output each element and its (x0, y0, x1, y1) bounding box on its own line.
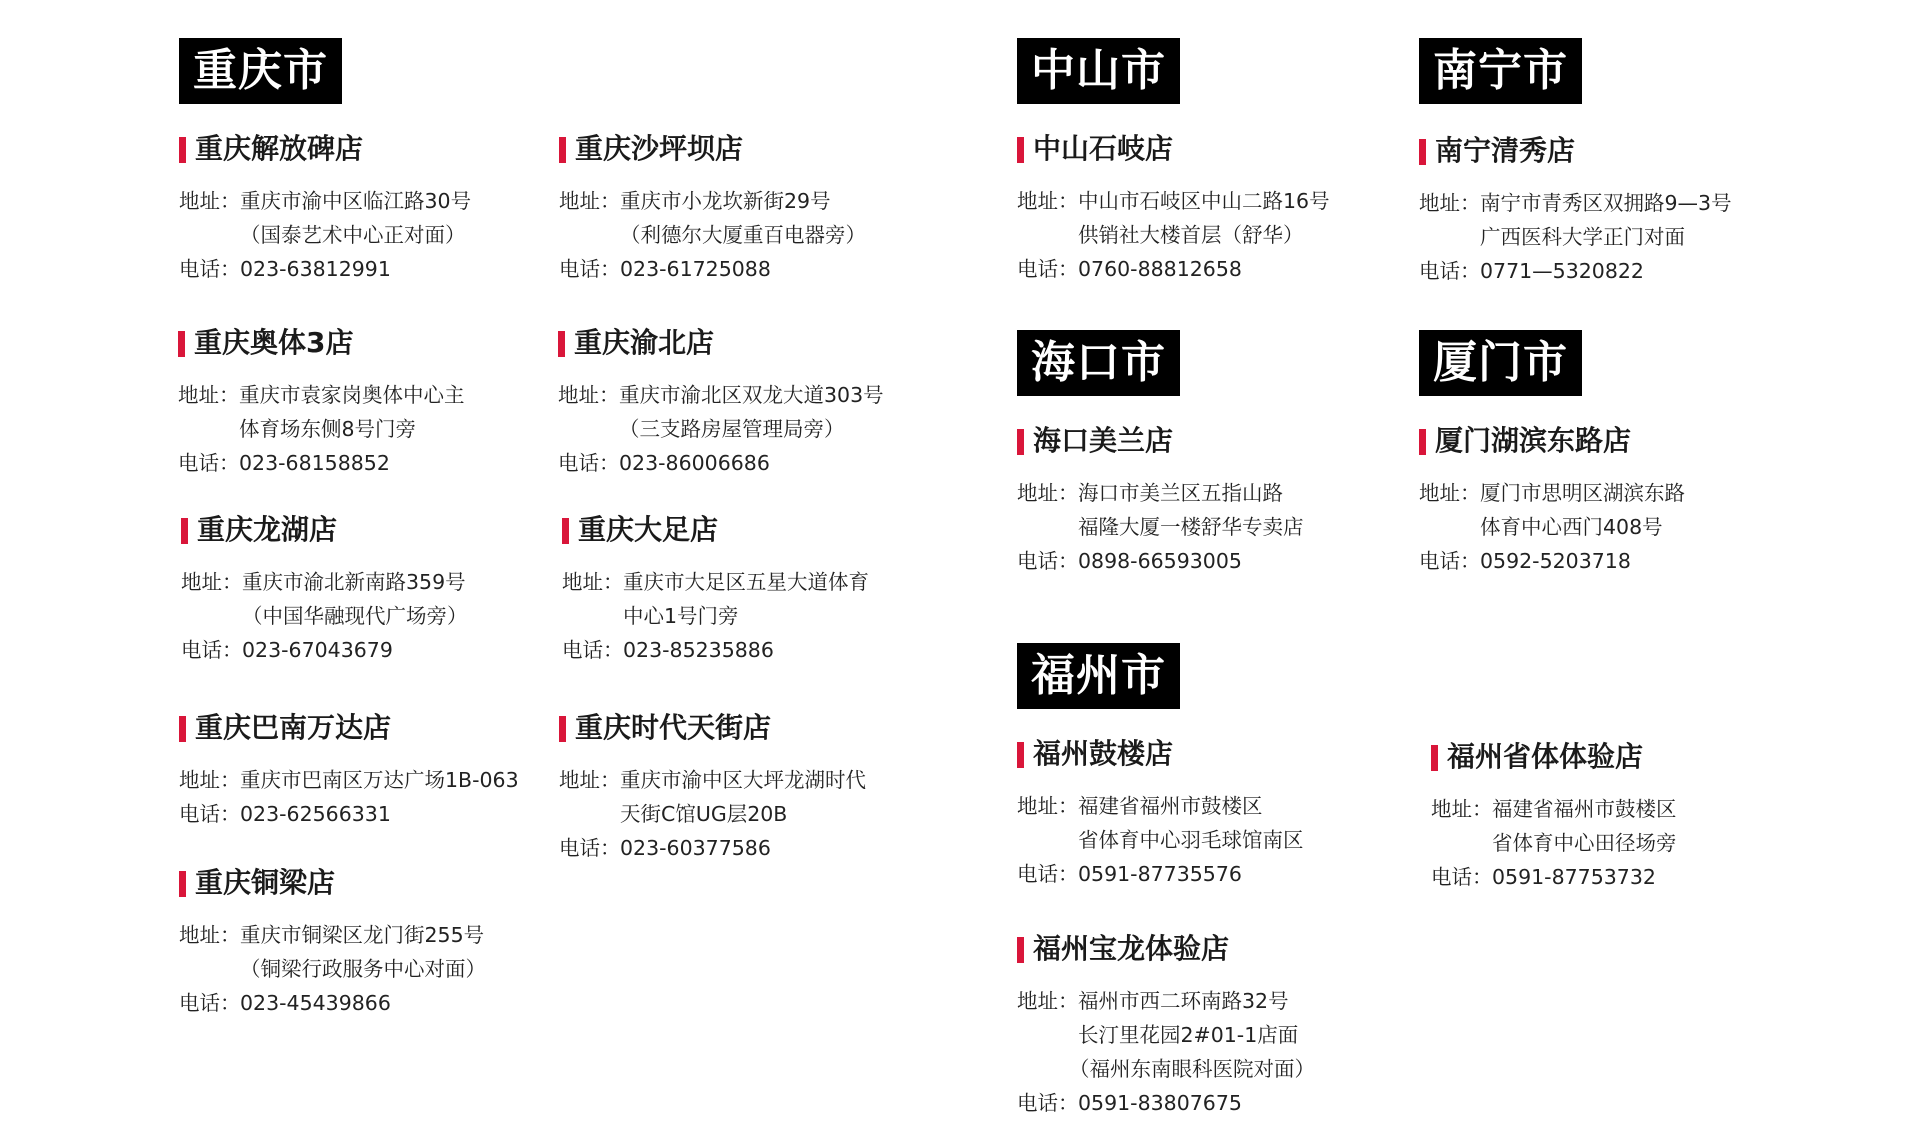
address-text: 重庆市巴南区万达广场1B-063 (240, 768, 519, 792)
address-line-continued: （福州东南眼科医院对面） (1069, 1057, 1315, 1081)
address-text: 重庆市渝中区临江路30号 (240, 189, 472, 213)
store-name: 重庆时代天街店 (559, 708, 939, 748)
store-info (1017, 789, 1397, 891)
phone-line (179, 252, 559, 286)
store-info (179, 184, 559, 286)
store-name: 厦门湖滨东路店 (1419, 421, 1799, 461)
phone-label: 电话： (1431, 865, 1493, 889)
store-info (1017, 984, 1397, 1120)
address-text: 福州市西二环南路32号 (1078, 989, 1289, 1013)
address-line-continued: 福隆大厦一楼舒华专卖店 (1078, 515, 1304, 539)
address-line (1017, 789, 1397, 823)
phone-label: 电话： (559, 257, 621, 281)
phone-label: 电话： (1017, 862, 1079, 886)
address-text: 重庆市渝中区大坪龙湖时代 (620, 768, 866, 792)
address-label: 地址： (562, 570, 624, 594)
store-cq-longhu (181, 510, 561, 667)
address-line-continued: （三支路房屋管理局旁） (619, 417, 845, 441)
address-text: 南宁市青秀区双拥路9—3号 (1480, 191, 1732, 215)
address-line-continued: （铜梁行政服务中心对面） (240, 957, 486, 981)
store-name: 福州宝龙体验店 (1017, 929, 1397, 969)
address-line (1017, 184, 1397, 218)
store-info (179, 763, 559, 831)
address-label: 地址： (1419, 481, 1481, 505)
address-line-continued: （国泰艺术中心正对面） (240, 223, 466, 247)
store-name: 福州鼓楼店 (1017, 734, 1397, 774)
address-line-continued: 省体育中心田径场旁 (1492, 831, 1677, 855)
phone-line (1017, 1086, 1397, 1120)
address-line (179, 184, 559, 218)
address-label: 地址： (179, 923, 241, 947)
phone-line (562, 633, 942, 667)
address-label: 地址： (559, 189, 621, 213)
store-name: 重庆解放碑店 (179, 129, 559, 169)
address-label: 地址： (1017, 189, 1079, 213)
address-line (179, 763, 559, 797)
city-header-zhongshan: 中山市 (1017, 38, 1180, 104)
phone-label: 电话： (1017, 257, 1079, 281)
address-line-continued: 体育场东侧8号门旁 (239, 417, 417, 441)
phone-line (181, 633, 561, 667)
address-text: 重庆市铜梁区龙门街255号 (240, 923, 485, 947)
phone-label: 电话： (179, 802, 241, 826)
phone-line (1017, 252, 1397, 286)
store-info (181, 565, 561, 667)
phone-label: 电话： (1017, 549, 1079, 573)
phone-label: 电话： (181, 638, 243, 662)
store-cq-shidai (559, 708, 939, 865)
address-line (1017, 476, 1397, 510)
phone-number: 023-45439866 (240, 991, 391, 1015)
store-name: 重庆龙湖店 (181, 510, 561, 550)
address-text: 海口市美兰区五指山路 (1078, 481, 1283, 505)
address-label: 地址： (1431, 797, 1493, 821)
phone-label: 电话： (179, 257, 241, 281)
address-label: 地址： (558, 383, 620, 407)
address-line (178, 378, 558, 412)
address-text: 重庆市渝北新南路359号 (242, 570, 466, 594)
address-line (1419, 476, 1799, 510)
store-fz-baolong (1017, 929, 1397, 1120)
address-line (1431, 792, 1811, 826)
phone-number: 0591-83807675 (1078, 1091, 1242, 1115)
phone-number: 0898-66593005 (1078, 549, 1242, 573)
store-zs-shiqi (1017, 129, 1397, 286)
address-line (179, 918, 559, 952)
store-name: 南宁清秀店 (1419, 131, 1799, 171)
phone-line (1431, 860, 1811, 894)
phone-line (1017, 544, 1397, 578)
city-header-haikou: 海口市 (1017, 330, 1180, 396)
store-name: 重庆奥体3店 (178, 323, 558, 363)
address-text: 中山市石岐区中山二路16号 (1078, 189, 1330, 213)
store-cq-jiefangbei (179, 129, 559, 286)
store-name: 重庆渝北店 (558, 323, 938, 363)
phone-label: 电话： (178, 451, 240, 475)
store-info (1419, 476, 1799, 578)
phone-label: 电话： (562, 638, 624, 662)
phone-label: 电话： (559, 836, 621, 860)
store-cq-banan (179, 708, 559, 831)
address-line-continued: （中国华融现代广场旁） (242, 604, 468, 628)
phone-number: 0591-87753732 (1492, 865, 1656, 889)
store-hk-meilan (1017, 421, 1397, 578)
store-name: 重庆巴南万达店 (179, 708, 559, 748)
address-line-continued: 供销社大楼首层（舒华） (1078, 223, 1304, 247)
city-header-xiamen: 厦门市 (1419, 330, 1582, 396)
address-line-continued: 长汀里花园2#01-1店面 (1078, 1023, 1299, 1047)
address-label: 地址： (1017, 481, 1079, 505)
phone-label: 电话： (1419, 259, 1481, 283)
phone-line (1419, 254, 1799, 288)
phone-line (178, 446, 558, 480)
phone-line (1017, 857, 1397, 891)
address-label: 地址： (1419, 191, 1481, 215)
address-line-continued: 中心1号门旁 (623, 604, 739, 628)
store-fz-gulou (1017, 734, 1397, 891)
store-fz-shengti (1431, 737, 1811, 894)
store-info (1017, 184, 1397, 286)
phone-line (179, 797, 559, 831)
store-name: 重庆沙坪坝店 (559, 129, 939, 169)
address-line-continued: 省体育中心羽毛球馆南区 (1078, 828, 1304, 852)
phone-label: 电话： (1419, 549, 1481, 573)
city-header-nanning: 南宁市 (1419, 38, 1582, 104)
address-line (562, 565, 942, 599)
city-header-chongqing: 重庆市 (179, 38, 342, 104)
address-line (1419, 186, 1799, 220)
store-info (179, 918, 559, 1020)
phone-number: 023-67043679 (242, 638, 393, 662)
address-label: 地址： (178, 383, 240, 407)
store-info (559, 763, 939, 865)
phone-number: 023-61725088 (620, 257, 771, 281)
address-text: 福建省福州市鼓楼区 (1492, 797, 1677, 821)
phone-number: 023-86006686 (619, 451, 770, 475)
store-info (1419, 186, 1799, 288)
store-cq-dazu (562, 510, 942, 667)
store-info (559, 184, 939, 286)
store-name: 海口美兰店 (1017, 421, 1397, 461)
store-info (1017, 476, 1397, 578)
phone-number: 023-85235886 (623, 638, 774, 662)
phone-number: 0760-88812658 (1078, 257, 1242, 281)
phone-number: 023-62566331 (240, 802, 391, 826)
phone-number: 023-68158852 (239, 451, 390, 475)
address-label: 地址： (179, 189, 241, 213)
store-nn-qingxiu (1419, 131, 1799, 288)
address-text: 重庆市小龙坎新街29号 (620, 189, 831, 213)
address-line (559, 184, 939, 218)
address-line-continued: 广西医科大学正门对面 (1480, 225, 1685, 249)
address-label: 地址： (1017, 794, 1079, 818)
address-text: 重庆市渝北区双龙大道303号 (619, 383, 884, 407)
address-label: 地址： (1017, 989, 1079, 1013)
phone-number: 0591-87735576 (1078, 862, 1242, 886)
phone-label: 电话： (1017, 1091, 1079, 1115)
store-name: 重庆大足店 (562, 510, 942, 550)
store-cq-shapingba (559, 129, 939, 286)
address-text: 福建省福州市鼓楼区 (1078, 794, 1263, 818)
address-text: 厦门市思明区湖滨东路 (1480, 481, 1685, 505)
store-name: 中山石岐店 (1017, 129, 1397, 169)
store-xm-hubindong (1419, 421, 1799, 578)
address-label: 地址： (179, 768, 241, 792)
phone-label: 电话： (179, 991, 241, 1015)
phone-line (559, 831, 939, 865)
address-line (559, 763, 939, 797)
address-text: 重庆市大足区五星大道体育 (623, 570, 869, 594)
phone-number: 0771—5320822 (1480, 259, 1644, 283)
store-cq-tongliang (179, 863, 559, 1020)
city-header-fuzhou: 福州市 (1017, 643, 1180, 709)
store-cq-aoti3 (178, 323, 558, 480)
phone-line (559, 252, 939, 286)
store-info (558, 378, 938, 480)
phone-label: 电话： (558, 451, 620, 475)
phone-number: 0592-5203718 (1480, 549, 1631, 573)
store-info (562, 565, 942, 667)
store-name: 福州省体体验店 (1431, 737, 1811, 777)
address-text: 重庆市袁家岗奥体中心主 (239, 383, 465, 407)
phone-number: 023-60377586 (620, 836, 771, 860)
phone-number: 023-63812991 (240, 257, 391, 281)
phone-line (1419, 544, 1799, 578)
address-line-continued: 体育中心西门408号 (1480, 515, 1663, 539)
address-label: 地址： (181, 570, 243, 594)
address-label: 地址： (559, 768, 621, 792)
phone-line (558, 446, 938, 480)
phone-line (179, 986, 559, 1020)
store-name: 重庆铜梁店 (179, 863, 559, 903)
address-line (558, 378, 938, 412)
store-info (1431, 792, 1811, 894)
store-cq-yubei (558, 323, 938, 480)
address-line (181, 565, 561, 599)
address-line-continued: （利德尔大厦重百电器旁） (620, 223, 866, 247)
address-line (1017, 984, 1397, 1018)
store-info (178, 378, 558, 480)
address-line-continued: 天街C馆UG层20B (620, 802, 788, 826)
